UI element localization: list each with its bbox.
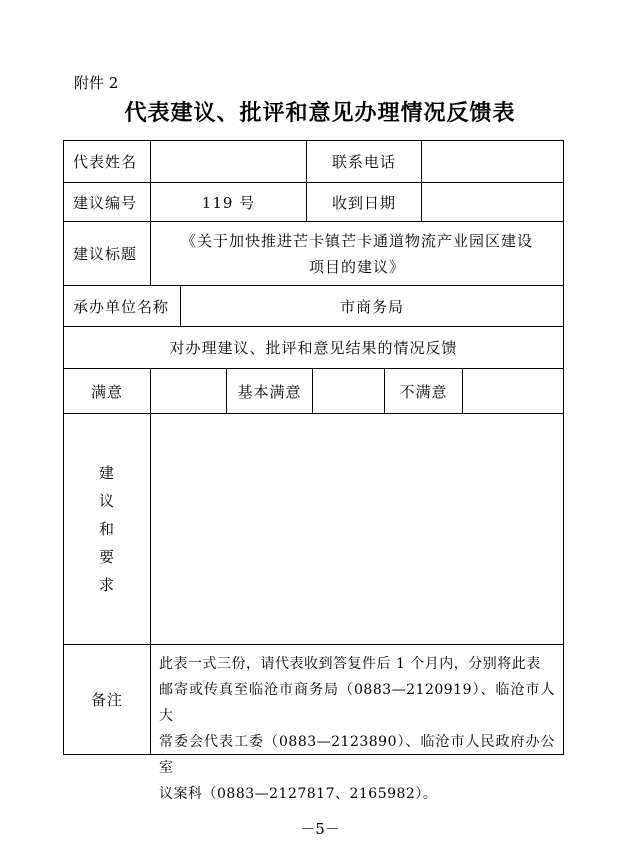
phone-label: 联系电话 (331, 153, 396, 171)
requirements-char: 议 (98, 492, 115, 510)
unit-label: 承办单位名称 (73, 297, 170, 316)
unsatisfied-label: 不满意 (399, 382, 448, 401)
requirements-char: 建 (98, 464, 115, 482)
phone-field[interactable] (422, 141, 563, 182)
requirements-label (64, 414, 150, 644)
requirements-char: 要 (98, 548, 115, 566)
remarks-line: 常委会代表工委（0883—2123890）、临沧市人民政府办公室 (159, 734, 555, 776)
rep-name-label: 代表姓名 (73, 153, 138, 171)
subject-line: 《关于加快推进芒卡镇芒卡通道物流产业园区建设 (180, 231, 533, 250)
annex-label: 附件 2 (74, 74, 119, 92)
number-value: 119 号 (201, 193, 256, 212)
satisfied-checkbox[interactable] (151, 369, 226, 413)
basically-satisfied-label: 基本满意 (237, 382, 302, 401)
requirements-char: 求 (98, 576, 115, 594)
remarks-line: 此表一式三份，请代表收到答复件后 1 个月内，分别将此表 (159, 656, 541, 672)
remarks-line: 邮寄或传真至临沧市商务局（0883—2120919）、临沧市人大 (159, 682, 555, 724)
feedback-heading: 对办理建议、批评和意见结果的情况反馈 (169, 339, 458, 357)
subject-label: 建议标题 (73, 245, 138, 263)
page-title: 代表建议、批评和意见办理情况反馈表 (124, 100, 516, 126)
remarks-text (151, 651, 563, 802)
page-number: －5－ (300, 820, 340, 838)
date-label: 收到日期 (331, 193, 396, 212)
basically-satisfied-checkbox[interactable] (313, 369, 384, 413)
number-label: 建议编号 (73, 193, 138, 212)
rep-name-field[interactable] (151, 141, 306, 182)
requirements-field[interactable] (151, 414, 563, 644)
requirements-char: 和 (98, 520, 115, 538)
remarks-line: 议案科（0883—2127817、2165982）。 (159, 786, 438, 802)
unit-value: 市商务局 (339, 297, 404, 316)
satisfied-label: 满意 (90, 382, 123, 401)
subject-line: 项目的建议》 (308, 257, 405, 276)
unsatisfied-checkbox[interactable] (463, 369, 563, 413)
subject-value (151, 222, 563, 285)
date-field[interactable] (422, 183, 563, 221)
remarks-label: 备注 (90, 691, 123, 709)
